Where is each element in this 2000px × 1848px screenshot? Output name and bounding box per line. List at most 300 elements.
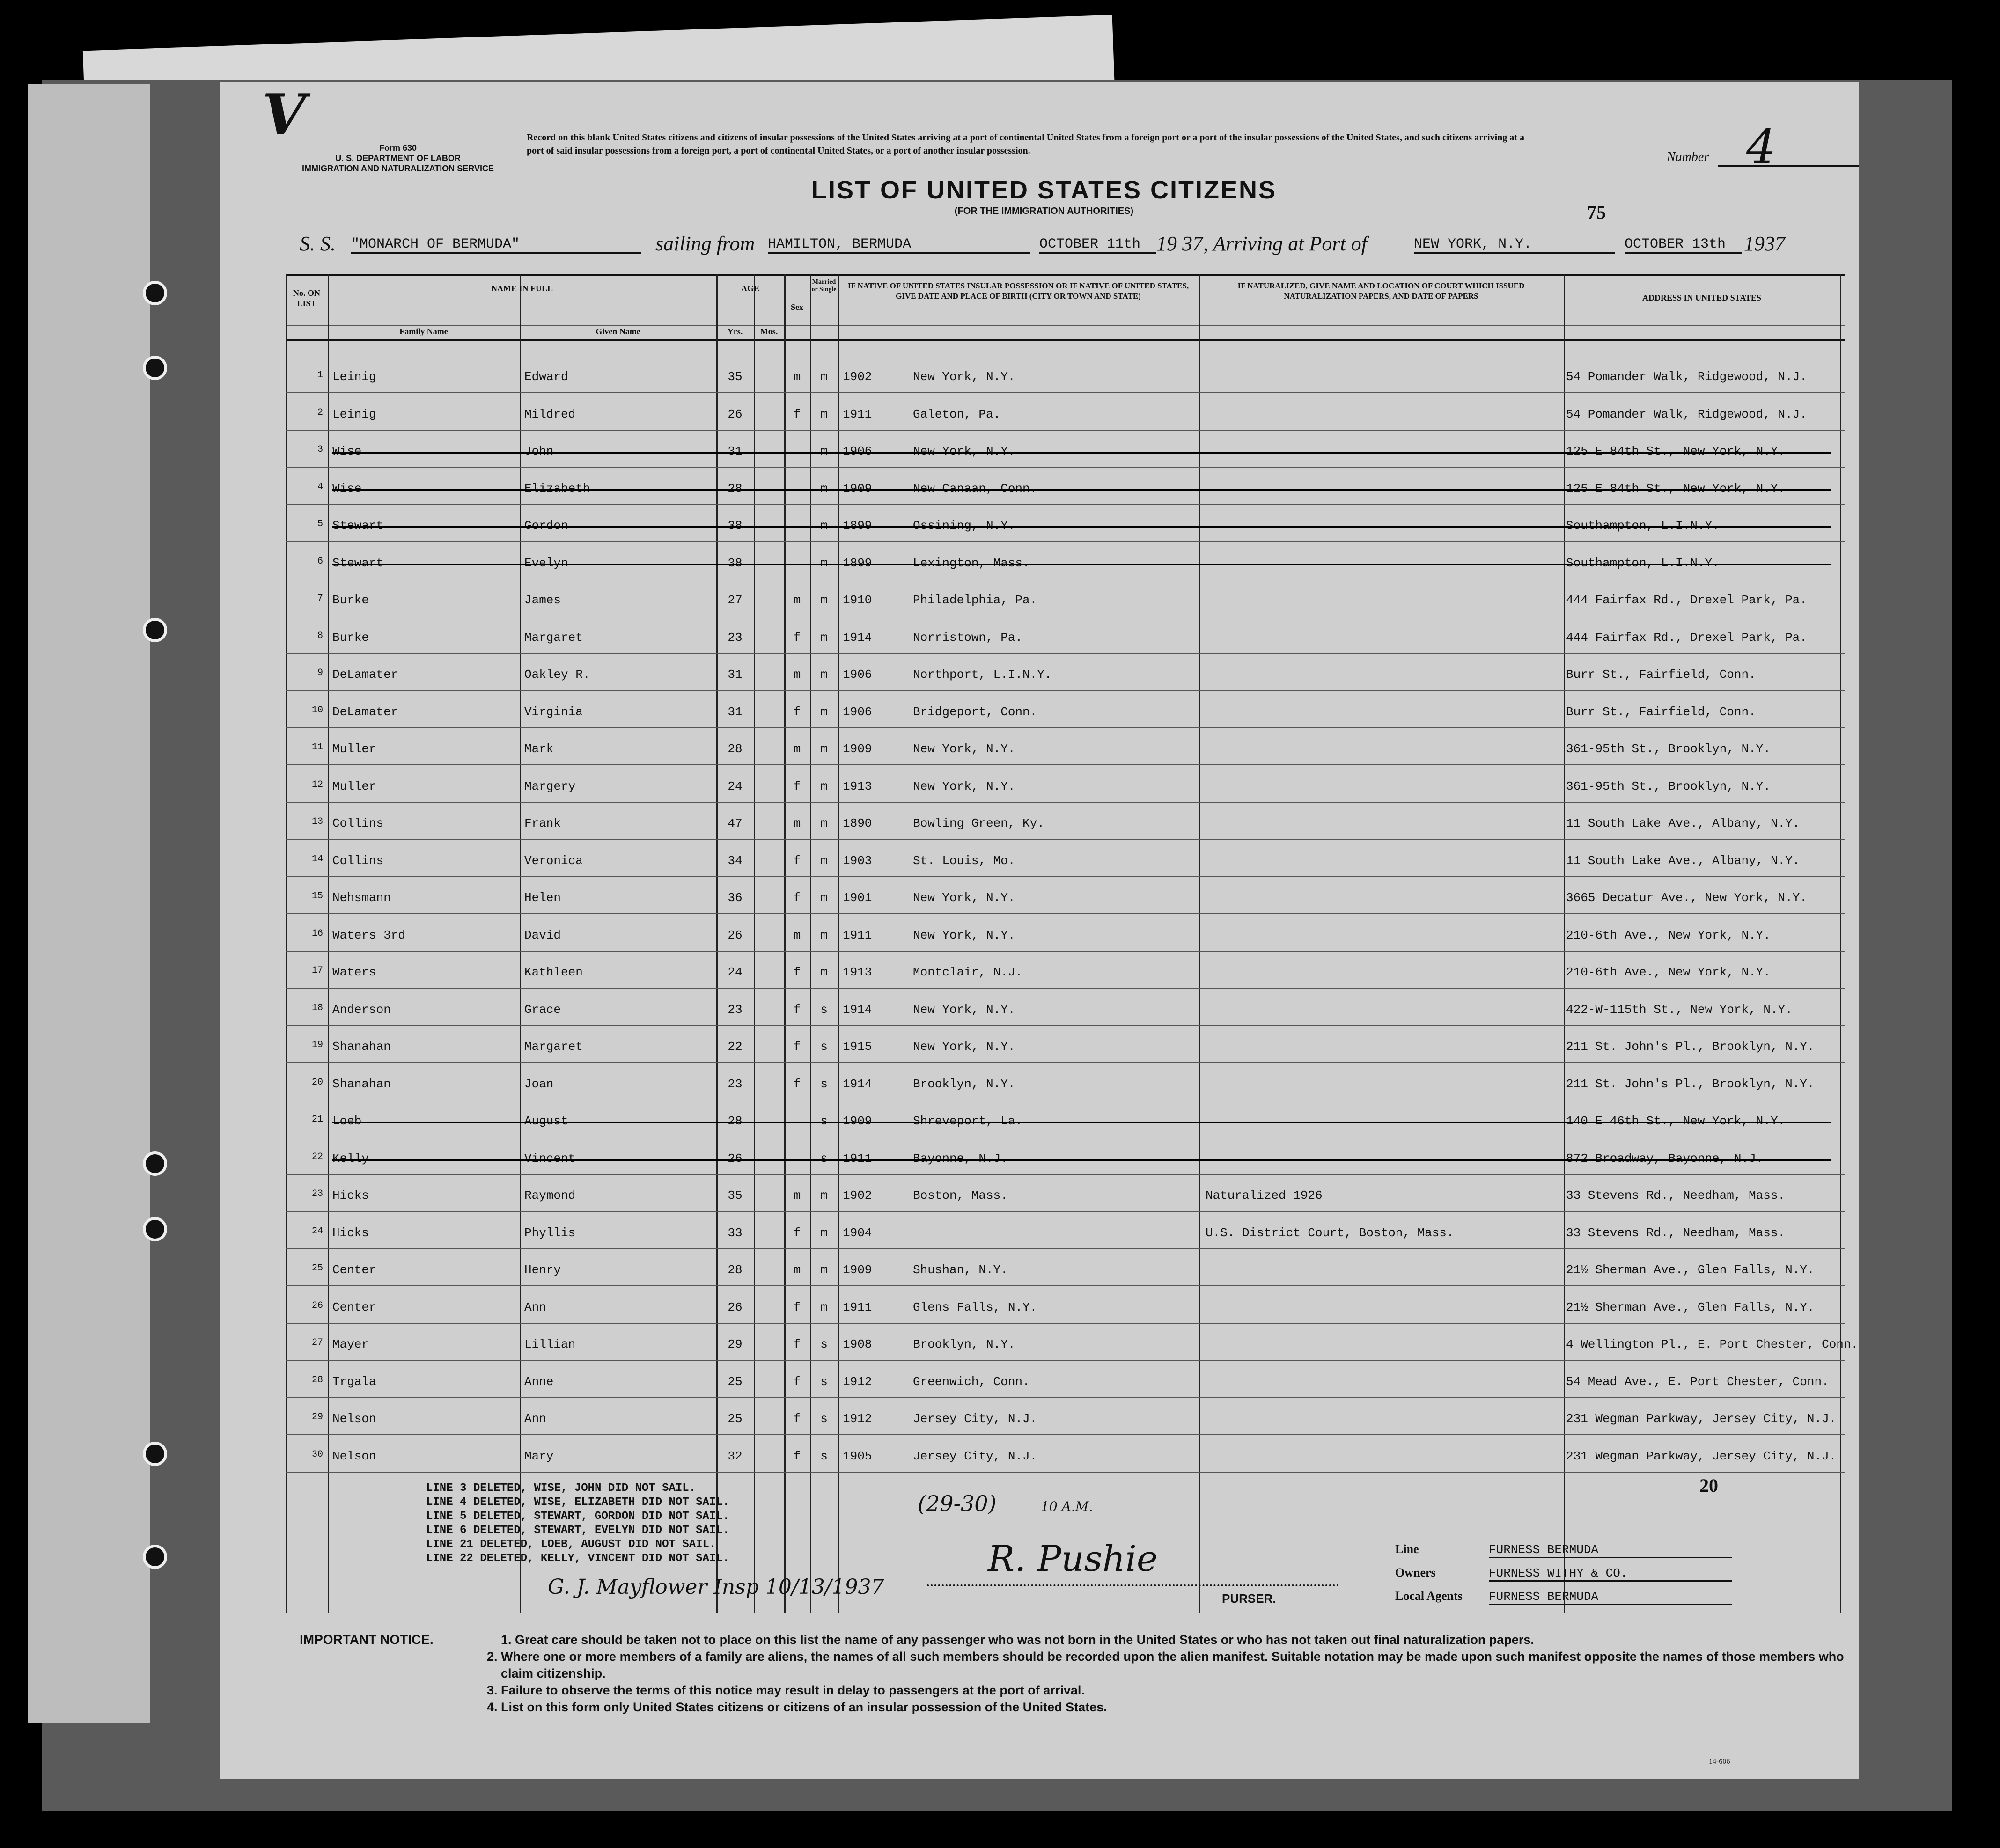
sex: f bbox=[793, 1337, 801, 1351]
marital-status: m bbox=[820, 630, 828, 645]
birth-place: Jersey City, N.J. bbox=[913, 1412, 1037, 1426]
marital-status: m bbox=[820, 593, 828, 607]
ss-label: S. S. bbox=[300, 232, 336, 255]
col-border bbox=[1199, 274, 1200, 1613]
age-years: 28 bbox=[728, 1114, 743, 1128]
birth-year: 1902 bbox=[843, 1188, 872, 1203]
address: 4 Wellington Pl., E. Port Chester, Conn. bbox=[1566, 1337, 1859, 1351]
family-name: Hicks bbox=[332, 1188, 369, 1203]
family-name: Muller bbox=[332, 742, 376, 756]
age-years: 28 bbox=[728, 742, 743, 756]
row-number: 24 bbox=[311, 1225, 323, 1237]
birth-year: 1912 bbox=[843, 1412, 872, 1426]
birth-year: 1905 bbox=[843, 1449, 872, 1463]
given-name: Mary bbox=[524, 1449, 554, 1463]
row-rule bbox=[286, 1025, 1845, 1026]
address: 211 St. John's Pl., Brooklyn, N.Y. bbox=[1566, 1040, 1815, 1054]
page-subtitle: (FOR THE IMMIGRATION AUTHORITIES) bbox=[954, 206, 1134, 216]
row-rule bbox=[286, 988, 1845, 989]
birth-place: Brooklyn, N.Y. bbox=[913, 1337, 1015, 1351]
birth-place: Brooklyn, N.Y. bbox=[913, 1077, 1015, 1091]
header-months: Mos. bbox=[760, 327, 778, 336]
marital-status: m bbox=[820, 928, 828, 942]
marital-status: m bbox=[820, 779, 828, 793]
birth-place: Boston, Mass. bbox=[913, 1188, 1008, 1203]
sex: m bbox=[793, 1188, 801, 1203]
address: 210-6th Ave., New York, N.Y. bbox=[1566, 965, 1771, 979]
birth-place: Norristown, Pa. bbox=[913, 630, 1023, 645]
address: 11 South Lake Ave., Albany, N.Y. bbox=[1566, 816, 1800, 830]
birth-place: New York, N.Y. bbox=[913, 370, 1015, 384]
form-code: 14-606 bbox=[1709, 1758, 1730, 1766]
birth-year: 1899 bbox=[843, 519, 872, 533]
birth-year: 1899 bbox=[843, 556, 872, 570]
address: 3665 Decatur Ave., New York, N.Y. bbox=[1566, 891, 1807, 905]
header-birth: IF NATIVE OF UNITED STATES INSULAR POSSESSION OR IF NATIVE OF UNITED STATES, GIVE DATE AND PLACE OF BIRTH (CITY OR TOWN AND STATE) bbox=[847, 281, 1189, 301]
row-rule bbox=[286, 913, 1845, 914]
row-number: 30 bbox=[311, 1449, 323, 1460]
given-name: Frank bbox=[524, 816, 561, 830]
family-name: Wise bbox=[332, 481, 362, 496]
age-years: 23 bbox=[728, 1002, 743, 1017]
given-name: Virginia bbox=[524, 704, 583, 719]
age-years: 38 bbox=[728, 519, 743, 533]
birth-year: 1909 bbox=[843, 1263, 872, 1277]
row-rule bbox=[286, 467, 1845, 468]
purser-label: PURSER. bbox=[1222, 1591, 1276, 1606]
row-rule bbox=[286, 541, 1845, 542]
row-rule bbox=[286, 764, 1845, 765]
notice-heading: IMPORTANT NOTICE. bbox=[300, 1632, 434, 1647]
age-years: 31 bbox=[728, 667, 743, 682]
address: 54 Pomander Walk, Ridgewood, N.J. bbox=[1566, 407, 1807, 421]
age-years: 38 bbox=[728, 556, 743, 570]
family-name: Shanahan bbox=[332, 1040, 391, 1054]
row-number: 14 bbox=[311, 853, 323, 865]
marital-status: m bbox=[820, 556, 828, 570]
birth-place: Bowling Green, Ky. bbox=[913, 816, 1044, 830]
family-name: Center bbox=[332, 1300, 376, 1314]
header-naturalized: IF NATURALIZED, GIVE NAME AND LOCATION OF COURT WHICH ISSUED NATURALIZATION PAPERS, AND DATE OF PAPERS bbox=[1237, 281, 1525, 301]
row-rule bbox=[286, 504, 1845, 505]
birth-year: 1915 bbox=[843, 1040, 872, 1054]
marital-status: s bbox=[820, 1412, 828, 1426]
form-number: Form 630 bbox=[379, 143, 417, 153]
row-rule bbox=[286, 392, 1845, 393]
row-rule bbox=[286, 1323, 1845, 1324]
age-years: 24 bbox=[728, 965, 743, 979]
address: 231 Wegman Parkway, Jersey City, N.J. bbox=[1566, 1412, 1837, 1426]
binding-hole bbox=[143, 1151, 167, 1176]
bracket-note: (29-30) bbox=[918, 1491, 997, 1516]
address: Southampton, L.I.N.Y. bbox=[1566, 556, 1720, 570]
given-name: James bbox=[524, 593, 561, 607]
deleted-line-strike bbox=[332, 564, 1831, 565]
header-sex: Sex bbox=[791, 302, 803, 312]
birth-place: Northport, L.I.N.Y. bbox=[913, 667, 1052, 682]
birth-place: New York, N.Y. bbox=[913, 779, 1015, 793]
notice-item: 4. List on this form only United States citizens or citizens of an insular possession of the United States. bbox=[487, 1700, 1107, 1714]
notice-item: 2. Where one or more members of a family are aliens, the names of all such members should be recorded upon the alien manifest. Suitable notation may be made upon such manifest opposite the names of those members who claim citizenship. bbox=[487, 1650, 1844, 1680]
address: Southampton, L.I.N.Y. bbox=[1566, 519, 1720, 533]
deleted-note: LINE 22 DELETED, KELLY, VINCENT DID NOT SAIL. bbox=[426, 1552, 730, 1565]
address: 140 E 46th St., New York, N.Y. bbox=[1566, 1114, 1786, 1128]
given-name: Veronica bbox=[524, 853, 583, 868]
sex: f bbox=[793, 1300, 801, 1314]
birth-place: New York, N.Y. bbox=[913, 1002, 1015, 1017]
header-married-single: Married or Single bbox=[811, 279, 837, 293]
birth-year: 1906 bbox=[843, 444, 872, 458]
given-name: Helen bbox=[524, 891, 561, 905]
binding-strip bbox=[28, 84, 150, 1723]
given-name: Margaret bbox=[524, 1040, 583, 1054]
address: 211 St. John's Pl., Brooklyn, N.Y. bbox=[1566, 1077, 1815, 1091]
row-number: 21 bbox=[311, 1114, 323, 1125]
birth-year: 1911 bbox=[843, 407, 872, 421]
marital-status: m bbox=[820, 519, 828, 533]
col-border bbox=[1564, 274, 1565, 1613]
purser-signature-line bbox=[927, 1584, 1339, 1586]
col-border bbox=[520, 274, 521, 1613]
birth-place: Shushan, N.Y. bbox=[913, 1263, 1008, 1277]
marital-status: s bbox=[820, 1077, 828, 1091]
row-number: 26 bbox=[311, 1300, 323, 1311]
family-name: Wise bbox=[332, 444, 362, 458]
age-years: 47 bbox=[728, 816, 743, 830]
age-years: 34 bbox=[728, 853, 743, 868]
birth-place: St. Louis, Mo. bbox=[913, 853, 1015, 868]
handwritten-tally: 20 bbox=[1699, 1475, 1718, 1496]
birth-year: 1911 bbox=[843, 1151, 872, 1166]
marital-status: m bbox=[820, 853, 828, 868]
birth-year: 1906 bbox=[843, 704, 872, 719]
given-name: Mildred bbox=[524, 407, 576, 421]
given-name: Grace bbox=[524, 1002, 561, 1017]
family-name: Stewart bbox=[332, 556, 384, 570]
address: 33 Stevens Rd., Needham, Mass. bbox=[1566, 1225, 1786, 1240]
age-years: 23 bbox=[728, 630, 743, 645]
col-border bbox=[754, 274, 755, 1613]
family-name: Center bbox=[332, 1263, 376, 1277]
birth-year: 1890 bbox=[843, 816, 872, 830]
age-years: 31 bbox=[728, 444, 743, 458]
important-notice bbox=[300, 1631, 1845, 1716]
row-number: 8 bbox=[317, 630, 323, 641]
given-name: Ann bbox=[524, 1300, 546, 1314]
marital-status: m bbox=[820, 1225, 828, 1240]
birth-year: 1913 bbox=[843, 965, 872, 979]
birth-year: 1912 bbox=[843, 1374, 872, 1389]
given-name: Gordon bbox=[524, 519, 568, 533]
sex: m bbox=[793, 742, 801, 756]
sex: f bbox=[793, 891, 801, 905]
age-years: 22 bbox=[728, 1040, 743, 1054]
family-name: Burke bbox=[332, 630, 369, 645]
given-name: Raymond bbox=[524, 1188, 576, 1203]
address: 872 Broadway, Bayonne, N.J. bbox=[1566, 1151, 1764, 1166]
family-name: Anderson bbox=[332, 1002, 391, 1017]
sex: f bbox=[793, 704, 801, 719]
marital-status: m bbox=[820, 1188, 828, 1203]
sex: m bbox=[793, 1263, 801, 1277]
sex: f bbox=[793, 853, 801, 868]
voyage-line bbox=[300, 232, 1845, 264]
age-years: 26 bbox=[728, 407, 743, 421]
birth-year: 1903 bbox=[843, 853, 872, 868]
row-number: 27 bbox=[311, 1337, 323, 1348]
age-years: 25 bbox=[728, 1374, 743, 1389]
row-number: 9 bbox=[317, 667, 323, 678]
arrival-port: NEW YORK, N.Y. bbox=[1414, 236, 1615, 254]
birth-year: 1914 bbox=[843, 1077, 872, 1091]
marital-status: s bbox=[820, 1337, 828, 1351]
birth-year: 1911 bbox=[843, 928, 872, 942]
address: 11 South Lake Ave., Albany, N.Y. bbox=[1566, 853, 1800, 868]
marital-status: s bbox=[820, 1374, 828, 1389]
binding-hole bbox=[143, 356, 167, 380]
sex: f bbox=[793, 779, 801, 793]
row-number: 15 bbox=[311, 891, 323, 902]
family-name: Hicks bbox=[332, 1225, 369, 1240]
age-years: 35 bbox=[728, 1188, 743, 1203]
row-rule bbox=[286, 1285, 1845, 1286]
header-name-in-full: NAME IN FULL bbox=[491, 284, 553, 293]
row-number: 18 bbox=[311, 1002, 323, 1013]
age-years: 35 bbox=[728, 370, 743, 384]
notice-item: 1. Great care should be taken not to place on this list the name of any passenger who was not born in the United States or who has not taken out final naturalization papers. bbox=[501, 1633, 1534, 1647]
birth-place: Philadelphia, Pa. bbox=[913, 593, 1037, 607]
row-rule bbox=[286, 1174, 1845, 1175]
naturalization: U.S. District Court, Boston, Mass. bbox=[1206, 1225, 1454, 1240]
row-number: 11 bbox=[311, 742, 323, 753]
deleted-note: LINE 6 DELETED, STEWART, EVELYN DID NOT SAIL. bbox=[426, 1524, 730, 1537]
address: 125 E 84th St., New York, N.Y. bbox=[1566, 481, 1786, 496]
marital-status: s bbox=[820, 1449, 828, 1463]
row-rule bbox=[286, 839, 1845, 840]
marital-status: m bbox=[820, 370, 828, 384]
row-number: 13 bbox=[311, 816, 323, 827]
manifest-page bbox=[220, 82, 1859, 1779]
marital-status: m bbox=[820, 407, 828, 421]
row-rule bbox=[286, 876, 1845, 877]
row-rule bbox=[286, 727, 1845, 728]
naturalization: Naturalized 1926 bbox=[1206, 1188, 1323, 1203]
age-years: 27 bbox=[728, 593, 743, 607]
marital-status: m bbox=[820, 667, 828, 682]
header-no: No. ON LIST bbox=[293, 288, 320, 308]
row-rule bbox=[286, 1062, 1845, 1063]
address: 54 Pomander Walk, Ridgewood, N.J. bbox=[1566, 370, 1807, 384]
binding-hole bbox=[143, 281, 167, 305]
birth-year: 1914 bbox=[843, 630, 872, 645]
family-name: Waters bbox=[332, 965, 376, 979]
marital-status: m bbox=[820, 1263, 828, 1277]
sex: f bbox=[793, 1077, 801, 1091]
family-name: Leinig bbox=[332, 407, 376, 421]
row-rule bbox=[286, 1397, 1845, 1398]
header-given-name: Given Name bbox=[596, 327, 640, 336]
binding-hole bbox=[143, 1217, 167, 1241]
row-number: 6 bbox=[317, 556, 323, 567]
sex: m bbox=[793, 667, 801, 682]
family-name: Collins bbox=[332, 816, 384, 830]
line-value: FURNESS BERMUDA bbox=[1489, 1543, 1732, 1558]
birth-place: Glens Falls, N.Y. bbox=[913, 1300, 1037, 1314]
birth-year: 1909 bbox=[843, 1114, 872, 1128]
number-label: Number bbox=[1667, 150, 1709, 164]
birth-place: Ossining, N.Y. bbox=[913, 519, 1015, 533]
family-name: Muller bbox=[332, 779, 376, 793]
deleted-note: LINE 3 DELETED, WISE, JOHN DID NOT SAIL. bbox=[426, 1482, 696, 1495]
family-name: Leinig bbox=[332, 370, 376, 384]
row-rule bbox=[286, 653, 1845, 654]
page-title: LIST OF UNITED STATES CITIZENS bbox=[811, 176, 1277, 204]
given-name: Mark bbox=[524, 742, 554, 756]
age-years: 36 bbox=[728, 891, 743, 905]
sex: f bbox=[793, 1040, 801, 1054]
line-label: Line bbox=[1395, 1542, 1419, 1556]
address: Burr St., Fairfield, Conn. bbox=[1566, 667, 1756, 682]
service-name: IMMIGRATION AND NATURALIZATION SERVICE bbox=[302, 164, 494, 173]
col-border bbox=[838, 274, 839, 1613]
departure-port: HAMILTON, BERMUDA bbox=[768, 236, 1030, 254]
page-number: 75 bbox=[1587, 202, 1606, 223]
notice-item: 3. Failure to observe the terms of this notice may result in delay to passengers at the port of arrival. bbox=[487, 1683, 1085, 1697]
inspector-signature: G. J. Mayflower Insp 10/13/1937 bbox=[548, 1575, 884, 1599]
given-name: Oakley R. bbox=[524, 667, 590, 682]
header-family-name: Family Name bbox=[399, 327, 448, 336]
birth-year: 1913 bbox=[843, 779, 872, 793]
address: 361-95th St., Brooklyn, N.Y. bbox=[1566, 779, 1771, 793]
header-age: AGE bbox=[741, 284, 759, 293]
sailing-label: sailing from bbox=[655, 232, 755, 255]
family-name: Nehsmann bbox=[332, 891, 391, 905]
marital-status: m bbox=[820, 481, 828, 496]
address: 444 Fairfax Rd., Drexel Park, Pa. bbox=[1566, 630, 1807, 645]
birth-year: 1911 bbox=[843, 1300, 872, 1314]
row-number: 20 bbox=[311, 1077, 323, 1088]
address: 33 Stevens Rd., Needham, Mass. bbox=[1566, 1188, 1786, 1203]
deleted-line-strike bbox=[332, 1122, 1831, 1123]
handwritten-check-mark: V bbox=[262, 82, 306, 148]
given-name: Vincent bbox=[524, 1151, 576, 1166]
arrival-year: 1937 bbox=[1744, 232, 1785, 255]
row-number: 4 bbox=[317, 481, 323, 492]
birth-place: Bridgeport, Conn. bbox=[913, 704, 1037, 719]
family-name: Nelson bbox=[332, 1449, 376, 1463]
sex: f bbox=[793, 407, 801, 421]
age-years: 28 bbox=[728, 1263, 743, 1277]
birth-place: Bayonne, N.J. bbox=[913, 1151, 1008, 1166]
sex: m bbox=[793, 928, 801, 942]
family-name: Loeb bbox=[332, 1114, 362, 1128]
birth-place: Lexington, Mass. bbox=[913, 556, 1030, 570]
deleted-line-strike bbox=[332, 489, 1831, 491]
marital-status: m bbox=[820, 444, 828, 458]
age-years: 23 bbox=[728, 1077, 743, 1091]
family-name: Shanahan bbox=[332, 1077, 391, 1091]
deleted-note: LINE 4 DELETED, WISE, ELIZABETH DID NOT SAIL. bbox=[426, 1496, 730, 1509]
form-identifier bbox=[262, 82, 496, 174]
family-name: Trgala bbox=[332, 1374, 376, 1389]
address: 210-6th Ave., New York, N.Y. bbox=[1566, 928, 1771, 942]
row-number: 17 bbox=[311, 965, 323, 976]
col-border bbox=[328, 274, 329, 1613]
family-name: Waters 3rd bbox=[332, 928, 406, 942]
row-rule bbox=[286, 1211, 1845, 1212]
given-name: Henry bbox=[524, 1263, 561, 1277]
address: 21½ Sherman Ave., Glen Falls, N.Y. bbox=[1566, 1263, 1815, 1277]
row-number: 19 bbox=[311, 1040, 323, 1050]
sex: f bbox=[793, 1412, 801, 1426]
row-number: 25 bbox=[311, 1263, 323, 1274]
birth-year: 1902 bbox=[843, 370, 872, 384]
birth-place: Galeton, Pa. bbox=[913, 407, 1001, 421]
passenger-table bbox=[286, 274, 1859, 1613]
age-years: 26 bbox=[728, 928, 743, 942]
age-years: 26 bbox=[728, 1151, 743, 1166]
given-name: Edward bbox=[524, 370, 568, 384]
given-name: David bbox=[524, 928, 561, 942]
address: 422-W-115th St., New York, N.Y. bbox=[1566, 1002, 1793, 1017]
marital-status: s bbox=[820, 1040, 828, 1054]
birth-place: Shreveport, La. bbox=[913, 1114, 1023, 1128]
birth-year: 1909 bbox=[843, 742, 872, 756]
department-name: U. S. DEPARTMENT OF LABOR bbox=[335, 154, 461, 163]
given-name: Lillian bbox=[524, 1337, 576, 1351]
age-years: 28 bbox=[728, 481, 743, 496]
birth-year: 1909 bbox=[843, 481, 872, 496]
row-number: 22 bbox=[311, 1151, 323, 1162]
age-years: 32 bbox=[728, 1449, 743, 1463]
family-name: Mayer bbox=[332, 1337, 369, 1351]
marital-status: m bbox=[820, 704, 828, 719]
owners-label: Owners bbox=[1395, 1566, 1436, 1579]
purser-signature: R. Pushie bbox=[988, 1538, 1158, 1579]
owners-field bbox=[1395, 1566, 1732, 1582]
birth-year: 1906 bbox=[843, 667, 872, 682]
row-number: 29 bbox=[311, 1412, 323, 1423]
marital-status: s bbox=[820, 1002, 828, 1017]
row-number: 2 bbox=[317, 407, 323, 418]
row-rule bbox=[286, 690, 1845, 691]
ship-name: "MONARCH OF BERMUDA" bbox=[351, 236, 641, 254]
record-instructions: Record on this blank United States citizens and citizens of insular possessions of the United States arriving at a port of continental United States from a foreign port or a port of the insular possessions of the United States, and such citizens arriving at a port of said insular possessions from a foreign port, a port of continental United States, or a port of another insular possession. bbox=[527, 132, 1524, 156]
marital-status: m bbox=[820, 742, 828, 756]
sex: f bbox=[793, 1225, 801, 1240]
birth-year: 1908 bbox=[843, 1337, 872, 1351]
header-years: Yrs. bbox=[727, 327, 743, 336]
sex: m bbox=[793, 816, 801, 830]
arrival-date: OCTOBER 13th bbox=[1625, 236, 1742, 254]
marital-status: m bbox=[820, 816, 828, 830]
deleted-line-strike bbox=[332, 1159, 1831, 1161]
row-number: 12 bbox=[311, 779, 323, 790]
age-years: 29 bbox=[728, 1337, 743, 1351]
birth-place: New York, N.Y. bbox=[913, 891, 1015, 905]
sex: f bbox=[793, 1449, 801, 1463]
birth-place: New York, N.Y. bbox=[913, 742, 1015, 756]
departure-date: OCTOBER 11th bbox=[1039, 236, 1156, 254]
given-name: Margaret bbox=[524, 630, 583, 645]
birth-place: Greenwich, Conn. bbox=[913, 1374, 1030, 1389]
row-rule bbox=[286, 1472, 1845, 1473]
address: 21½ Sherman Ave., Glen Falls, N.Y. bbox=[1566, 1300, 1815, 1314]
birth-place: Jersey City, N.J. bbox=[913, 1449, 1037, 1463]
birth-place: New York, N.Y. bbox=[913, 928, 1015, 942]
row-rule bbox=[286, 1434, 1845, 1435]
address: 361-95th St., Brooklyn, N.Y. bbox=[1566, 742, 1771, 756]
